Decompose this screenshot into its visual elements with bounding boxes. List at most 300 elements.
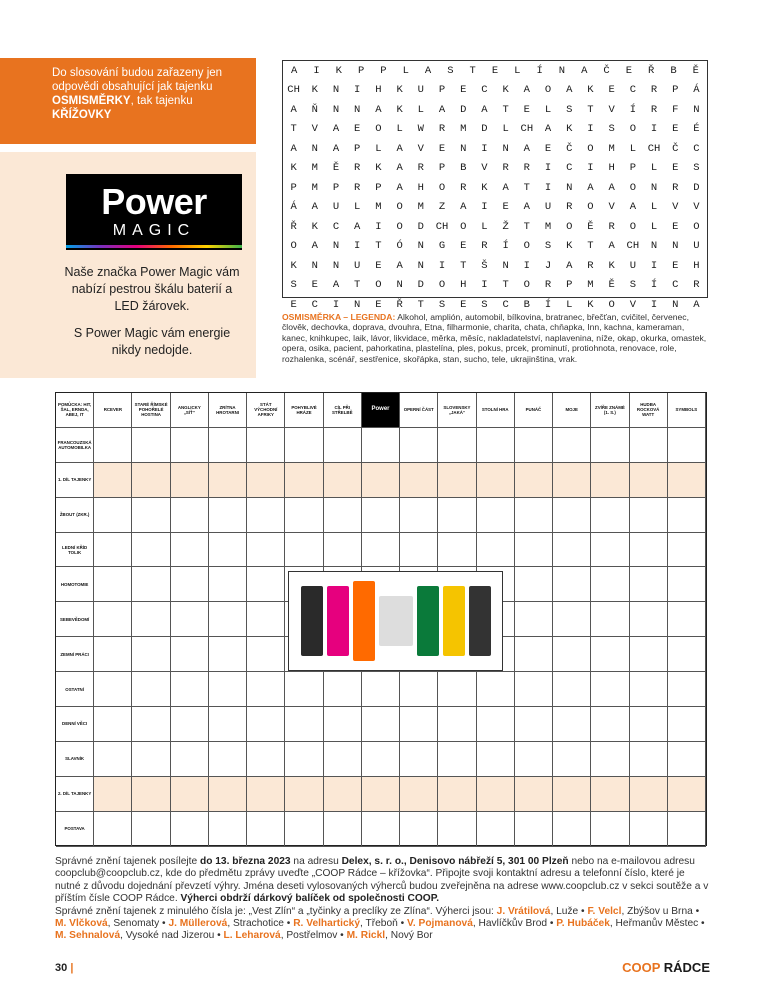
crossword-answer-cell[interactable] xyxy=(630,498,668,533)
wordsearch-letter: D xyxy=(417,279,424,292)
crossword-answer-cell[interactable] xyxy=(247,742,285,777)
crossword-answer-cell[interactable] xyxy=(630,742,668,777)
crossword-answer-cell[interactable] xyxy=(515,428,553,463)
wordsearch-letter: R xyxy=(544,279,552,292)
crossword-answer-cell[interactable] xyxy=(209,672,247,707)
crossword-clue-cell: ANGLICKY „SÍŤ“ xyxy=(171,393,209,428)
wordsearch-letter: A xyxy=(608,240,615,253)
wordsearch-letter: CH xyxy=(520,123,534,136)
wordsearch-letter: A xyxy=(332,279,340,292)
rules-p2-a: Správné znění tajenek z minulého čísla je: „Vest Zlín“ a „tyčinky a preclíky ze Zlína“. Výherci jsou: xyxy=(55,905,497,917)
wordsearch-letter: T xyxy=(375,240,382,253)
crossword-answer-cell[interactable] xyxy=(94,498,132,533)
crossword-answer-cell[interactable] xyxy=(668,707,706,742)
wordsearch-letter: E xyxy=(544,142,552,155)
crossword-answer-cell[interactable] xyxy=(438,742,476,777)
wordsearch-letter: B xyxy=(523,298,530,311)
crossword-answer-cell[interactable] xyxy=(132,602,170,637)
crossword-answer-cell[interactable] xyxy=(209,707,247,742)
crossword-answer-cell[interactable] xyxy=(285,428,323,463)
wordsearch-letter: A xyxy=(290,142,297,155)
wordsearch-letter: B xyxy=(460,162,467,175)
crossword-answer-cell[interactable] xyxy=(247,707,285,742)
crossword-clue-cell: POSTAVA xyxy=(56,812,94,847)
crossword-answer-cell[interactable] xyxy=(515,742,553,777)
wordsearch-letter: N xyxy=(566,181,573,194)
crossword-answer-cell[interactable] xyxy=(171,533,209,568)
crossword-answer-cell[interactable] xyxy=(132,812,170,847)
crossword-answer-cell[interactable] xyxy=(591,707,629,742)
crossword-answer-cell[interactable] xyxy=(438,463,476,498)
crossword-answer-cell[interactable] xyxy=(553,533,591,568)
wordsearch-letter: S xyxy=(693,162,700,175)
crossword-answer-cell[interactable] xyxy=(668,812,706,847)
crossword-answer-cell[interactable] xyxy=(209,602,247,637)
crossword-answer-cell[interactable] xyxy=(209,567,247,602)
crossword-answer-cell[interactable] xyxy=(362,533,400,568)
crossword-answer-cell[interactable] xyxy=(132,498,170,533)
wordsearch-letter: P xyxy=(629,162,636,175)
crossword-answer-cell[interactable] xyxy=(94,742,132,777)
crossword-answer-cell[interactable] xyxy=(668,498,706,533)
crossword-answer-cell[interactable] xyxy=(362,742,400,777)
crossword-answer-cell[interactable] xyxy=(171,428,209,463)
crossword-answer-cell[interactable] xyxy=(477,498,515,533)
crossword-answer-cell[interactable] xyxy=(362,707,400,742)
crossword-answer-cell[interactable] xyxy=(94,812,132,847)
crossword-answer-cell[interactable] xyxy=(209,637,247,672)
crossword-answer-cell[interactable] xyxy=(630,428,668,463)
crossword-answer-cell[interactable] xyxy=(438,672,476,707)
wordsearch-letter: S xyxy=(608,123,615,136)
crossword-answer-cell[interactable] xyxy=(171,637,209,672)
crossword-answer-cell[interactable] xyxy=(477,672,515,707)
crossword-answer-cell[interactable] xyxy=(362,428,400,463)
wordsearch-letter: A xyxy=(332,142,340,155)
crossword-answer-cell[interactable] xyxy=(668,637,706,672)
crossword-clue-cell: POHYBLIVÉ HRÁZE xyxy=(285,393,323,428)
wordsearch-letter: E xyxy=(460,84,467,97)
crossword-answer-cell[interactable] xyxy=(515,707,553,742)
crossword-answer-cell[interactable] xyxy=(477,742,515,777)
crossword-answer-cell[interactable] xyxy=(438,498,476,533)
crossword-answer-cell[interactable] xyxy=(553,707,591,742)
wordsearch-letter: L xyxy=(544,103,552,116)
crossword-answer-cell[interactable] xyxy=(668,533,706,568)
winner-place: , Heřmanův Městec • xyxy=(609,918,705,930)
crossword-answer-cell[interactable] xyxy=(400,533,438,568)
wordsearch-letter: G xyxy=(438,240,446,253)
crossword-answer-cell[interactable] xyxy=(591,602,629,637)
wordsearch-letter: C xyxy=(481,84,488,97)
crossword-clue-cell: SLAVNÍK xyxy=(56,742,94,777)
wordsearch-letter: E xyxy=(460,298,467,311)
crossword-answer-cell[interactable] xyxy=(285,672,323,707)
crossword-answer-cell[interactable] xyxy=(94,567,132,602)
crossword-answer-cell[interactable] xyxy=(171,742,209,777)
wordsearch-letter: O xyxy=(587,201,594,214)
wordsearch-letter: T xyxy=(469,64,476,77)
crossword-answer-cell[interactable] xyxy=(477,707,515,742)
wordsearch-letter: R xyxy=(354,181,361,194)
crossword-answer-cell[interactable] xyxy=(400,428,438,463)
wordsearch-letter: E xyxy=(523,103,530,116)
crossword-answer-cell[interactable] xyxy=(94,428,132,463)
crossword-answer-cell[interactable] xyxy=(668,463,706,498)
crossword-answer-cell[interactable] xyxy=(247,498,285,533)
crossword-answer-cell[interactable] xyxy=(591,567,629,602)
crossword-answer-cell[interactable] xyxy=(171,812,209,847)
winner-place: , Havlíčkův Brod • xyxy=(472,918,557,930)
crossword-clue-cell: SLOVENSKY „JAKÁ“ xyxy=(438,393,476,428)
wordsearch-letter: V xyxy=(629,298,636,311)
crossword-answer-cell[interactable] xyxy=(362,777,400,812)
crossword-answer-cell[interactable] xyxy=(553,567,591,602)
crossword-answer-cell[interactable] xyxy=(324,533,362,568)
crossword-answer-cell[interactable] xyxy=(132,672,170,707)
crossword-answer-cell[interactable] xyxy=(247,428,285,463)
crossword-answer-cell[interactable] xyxy=(400,498,438,533)
wordsearch-letter: Á xyxy=(693,84,700,97)
crossword-answer-cell[interactable] xyxy=(630,777,668,812)
crossword-answer-cell[interactable] xyxy=(324,498,362,533)
wordsearch-letter: N xyxy=(417,259,424,272)
crossword-answer-cell[interactable] xyxy=(400,777,438,812)
crossword-answer-cell[interactable] xyxy=(324,812,362,847)
crossword-answer-cell[interactable] xyxy=(209,812,247,847)
crossword-answer-cell[interactable] xyxy=(668,742,706,777)
wordsearch-letter: Ř xyxy=(648,64,655,77)
wordsearch-letter: H xyxy=(375,84,382,97)
crossword-answer-cell[interactable] xyxy=(668,672,706,707)
crossword-answer-cell[interactable] xyxy=(324,463,362,498)
crossword-answer-cell[interactable] xyxy=(591,533,629,568)
crossword-answer-cell[interactable] xyxy=(247,637,285,672)
wordsearch-letter: E xyxy=(290,298,297,311)
wordsearch-letter: N xyxy=(558,64,566,77)
wordsearch-letter: O xyxy=(460,220,467,233)
crossword-answer-cell[interactable] xyxy=(171,463,209,498)
wordsearch-letter: T xyxy=(460,259,467,272)
wordsearch-letter: M xyxy=(587,279,594,292)
crossword-answer-cell[interactable] xyxy=(553,637,591,672)
crossword-answer-cell[interactable] xyxy=(438,812,476,847)
crossword-answer-cell[interactable] xyxy=(247,463,285,498)
winner-place: , Nový Bor xyxy=(385,930,433,942)
crossword-answer-cell[interactable] xyxy=(247,533,285,568)
crossword-answer-cell[interactable] xyxy=(132,637,170,672)
crossword-answer-cell[interactable] xyxy=(362,812,400,847)
crossword-answer-cell[interactable] xyxy=(285,777,323,812)
crossword-answer-cell[interactable] xyxy=(171,777,209,812)
crossword-answer-cell[interactable] xyxy=(630,637,668,672)
crossword-answer-cell[interactable] xyxy=(477,812,515,847)
crossword-answer-cell[interactable] xyxy=(591,463,629,498)
rules-address: Delex, s. r. o., Denisovo nábřeží 5, 301 00 Plzeň xyxy=(341,856,569,867)
crossword-answer-cell[interactable] xyxy=(132,533,170,568)
crossword-answer-cell[interactable] xyxy=(630,463,668,498)
crossword-answer-cell[interactable] xyxy=(515,533,553,568)
crossword-answer-cell[interactable] xyxy=(591,498,629,533)
crossword-answer-cell[interactable] xyxy=(324,707,362,742)
crossword-clue-cell: CÍL PŘI STŘELBĚ xyxy=(324,393,362,428)
wordsearch-row xyxy=(283,120,707,140)
crossword-answer-cell[interactable] xyxy=(171,498,209,533)
crossword-answer-cell[interactable] xyxy=(171,567,209,602)
crossword-answer-cell[interactable] xyxy=(247,777,285,812)
wordsearch-letter: CH xyxy=(626,240,640,253)
rules-p1-a: Správné znění tajenek posílejte xyxy=(55,856,200,867)
crossword-answer-cell[interactable] xyxy=(591,428,629,463)
crossword-answer-cell[interactable] xyxy=(553,672,591,707)
crossword-answer-cell[interactable] xyxy=(132,567,170,602)
wordsearch-grid xyxy=(282,60,708,311)
wordsearch-letter: K xyxy=(335,64,342,77)
wordsearch-row xyxy=(283,237,707,257)
wordsearch-row xyxy=(283,100,707,120)
crossword-answer-cell[interactable] xyxy=(171,602,209,637)
crossword-answer-cell[interactable] xyxy=(630,602,668,637)
intro-bold-osmismerky: OSMISMĚRKY xyxy=(52,95,131,107)
wordsearch-letter: L xyxy=(481,220,488,233)
crossword-answer-cell[interactable] xyxy=(171,672,209,707)
crossword-answer-cell[interactable] xyxy=(209,533,247,568)
wordsearch-letter: I xyxy=(587,162,594,175)
wordsearch-letter: H xyxy=(460,279,467,292)
crossword-answer-cell[interactable] xyxy=(477,777,515,812)
crossword-answer-cell[interactable] xyxy=(477,428,515,463)
crossword-answer-cell[interactable] xyxy=(132,777,170,812)
crossword-answer-cell[interactable] xyxy=(132,742,170,777)
wordsearch-letter: Ě xyxy=(692,64,699,77)
battery-pack-image xyxy=(417,586,439,656)
wordsearch-letter: R xyxy=(354,162,361,175)
rules-deadline: do 13. března 2023 xyxy=(199,856,291,867)
crossword-answer-cell[interactable] xyxy=(94,707,132,742)
crossword-answer-cell[interactable] xyxy=(362,498,400,533)
logo-word-magic: MAGIC xyxy=(112,222,196,239)
crossword-answer-cell[interactable] xyxy=(209,742,247,777)
wordsearch-letter: V xyxy=(417,142,424,155)
wordsearch-letter: L xyxy=(396,123,403,136)
wordsearch-letter: E xyxy=(311,279,318,292)
crossword-answer-cell[interactable] xyxy=(247,567,285,602)
wordsearch-letter: I xyxy=(354,84,361,97)
wordsearch-letter: L xyxy=(375,142,382,155)
wordsearch-letter: N xyxy=(650,240,658,253)
power-magic-logo xyxy=(66,174,242,250)
crossword-answer-cell[interactable] xyxy=(171,707,209,742)
crossword-row xyxy=(56,672,706,707)
crossword-answer-cell[interactable] xyxy=(285,533,323,568)
wordsearch-letter: K xyxy=(396,103,403,116)
crossword-answer-cell[interactable] xyxy=(591,812,629,847)
crossword-answer-cell[interactable] xyxy=(553,742,591,777)
crossword-answer-cell[interactable] xyxy=(94,602,132,637)
crossword-row xyxy=(56,777,706,812)
crossword-answer-cell[interactable] xyxy=(400,463,438,498)
crossword-answer-cell[interactable] xyxy=(400,707,438,742)
crossword-answer-cell[interactable] xyxy=(94,672,132,707)
wordsearch-letter: P xyxy=(380,64,387,77)
wordsearch-letter: E xyxy=(354,123,361,136)
wordsearch-letter: P xyxy=(566,279,573,292)
crossword-answer-cell[interactable] xyxy=(553,498,591,533)
wordsearch-letter: H xyxy=(608,162,615,175)
crossword-answer-cell[interactable] xyxy=(132,428,170,463)
intro-bold-krizovky: KŘÍŽOVKY xyxy=(52,109,112,121)
wordsearch-letter: A xyxy=(311,201,318,214)
wordsearch-letter: N xyxy=(332,84,340,97)
crossword-answer-cell[interactable] xyxy=(553,463,591,498)
crossword-answer-cell[interactable] xyxy=(209,463,247,498)
crossword-answer-cell[interactable] xyxy=(515,567,553,602)
crossword-answer-cell[interactable] xyxy=(438,428,476,463)
wordsearch-letter: I xyxy=(438,259,446,272)
wordsearch-letter: I xyxy=(544,181,552,194)
wordsearch-letter: A xyxy=(291,64,298,77)
wordsearch-letter: I xyxy=(481,279,488,292)
crossword-answer-cell[interactable] xyxy=(515,637,553,672)
crossword-answer-cell[interactable] xyxy=(324,428,362,463)
wordsearch-letter: E xyxy=(608,84,615,97)
wordsearch-letter: A xyxy=(354,220,361,233)
wordsearch-letter: L xyxy=(566,298,573,311)
winner-name: P. Hubáček xyxy=(556,918,610,930)
wordsearch-letter: L xyxy=(650,162,658,175)
wordsearch-letter: E xyxy=(672,162,679,175)
crossword-answer-cell[interactable] xyxy=(591,742,629,777)
crossword-answer-cell[interactable] xyxy=(553,428,591,463)
wordsearch-letter: I xyxy=(650,123,658,136)
crossword-answer-cell[interactable] xyxy=(515,463,553,498)
rules-text xyxy=(55,856,711,943)
wordsearch-letter: P xyxy=(438,84,446,97)
winner-name: V. Pojmanová xyxy=(407,918,473,930)
wordsearch-letter: Á xyxy=(290,201,297,214)
crossword-answer-cell[interactable] xyxy=(94,777,132,812)
charger-image xyxy=(379,596,413,646)
crossword-answer-cell[interactable] xyxy=(400,742,438,777)
battery-pack-image xyxy=(327,586,349,656)
crossword-answer-cell[interactable] xyxy=(630,567,668,602)
crossword-answer-cell[interactable] xyxy=(132,463,170,498)
crossword-answer-cell[interactable] xyxy=(362,672,400,707)
wordsearch-letter: P xyxy=(357,64,365,77)
crossword-answer-cell[interactable] xyxy=(362,463,400,498)
crossword-answer-cell[interactable] xyxy=(591,777,629,812)
crossword-answer-cell[interactable] xyxy=(132,707,170,742)
wordsearch-letter: Í xyxy=(502,240,509,253)
crossword-answer-cell[interactable] xyxy=(668,777,706,812)
crossword-answer-cell[interactable] xyxy=(209,428,247,463)
crossword-answer-cell[interactable] xyxy=(515,812,553,847)
crossword-answer-cell[interactable] xyxy=(630,533,668,568)
crossword-answer-cell[interactable] xyxy=(630,672,668,707)
crossword-answer-cell[interactable] xyxy=(553,777,591,812)
crossword-answer-cell[interactable] xyxy=(94,637,132,672)
crossword-row xyxy=(56,742,706,777)
crossword-answer-cell[interactable] xyxy=(515,672,553,707)
crossword-clue-cell: OPERNÍ ČÁST xyxy=(400,393,438,428)
crossword-answer-cell[interactable] xyxy=(668,428,706,463)
crossword-answer-cell[interactable] xyxy=(400,812,438,847)
wordsearch-letter: T xyxy=(502,103,509,116)
wordsearch-letter: R xyxy=(566,201,573,214)
wordsearch-letter: O xyxy=(396,201,403,214)
wordsearch-letter: Í xyxy=(629,103,636,116)
crossword-row xyxy=(56,428,706,463)
crossword-answer-cell[interactable] xyxy=(209,498,247,533)
crossword-answer-cell[interactable] xyxy=(285,812,323,847)
wordsearch-letter: T xyxy=(354,279,361,292)
crossword-answer-cell[interactable] xyxy=(668,567,706,602)
wordsearch-letter: V xyxy=(311,123,318,136)
crossword-answer-cell[interactable] xyxy=(668,602,706,637)
winner-place: , Třeboň • xyxy=(360,918,407,930)
crossword-answer-cell[interactable] xyxy=(515,498,553,533)
battery-pack-image xyxy=(353,581,375,661)
crossword-answer-cell[interactable] xyxy=(438,707,476,742)
legend-words: Alkohol, amplión, automobil, bílkovina, bratranec, břečťan, cvičitel, červenec, člověk, dechovka, doprava, dvouhra, Etna, filharmonie, charita, chata, chňapka, Inn, kachna, kameraman, kanec, knihkupec, laik, lávor, likvidace, měrka, měsíc, nakladatelství, naplavenina, níže, okap, okurka, omastek, opera, osika, pacient, pahorkatina, plastelína, ples, pokus, prcek, prominutí, protiohnota, renovace, role, rozhalenka, scénář, sestřenice, skořápka, stan, sucho, tele, ukrajinština, vrak. xyxy=(282,312,707,364)
wordsearch-letter: I xyxy=(481,142,488,155)
crossword-answer-cell[interactable] xyxy=(591,637,629,672)
crossword-answer-cell[interactable] xyxy=(630,707,668,742)
wordsearch-letter: V xyxy=(693,201,700,214)
crossword-answer-cell[interactable] xyxy=(324,777,362,812)
crossword-answer-cell[interactable] xyxy=(477,533,515,568)
wordsearch-letter: O xyxy=(629,220,636,233)
crossword-answer-cell[interactable] xyxy=(553,812,591,847)
crossword-answer-cell[interactable] xyxy=(94,463,132,498)
wordsearch-letter: T xyxy=(587,103,594,116)
crossword-answer-cell[interactable] xyxy=(285,498,323,533)
wordsearch-letter: N xyxy=(417,240,424,253)
crossword-answer-cell[interactable] xyxy=(477,463,515,498)
crossword-answer-cell[interactable] xyxy=(285,707,323,742)
wordsearch-letter: A xyxy=(502,181,509,194)
crossword-answer-cell[interactable] xyxy=(247,672,285,707)
crossword-answer-cell[interactable] xyxy=(324,742,362,777)
crossword-answer-cell[interactable] xyxy=(515,602,553,637)
crossword-clue-cell: HOMOTOMIE xyxy=(56,567,94,602)
winner-name: M. Vlčková xyxy=(55,918,108,930)
crossword-answer-cell[interactable] xyxy=(438,777,476,812)
crossword-answer-cell[interactable] xyxy=(591,672,629,707)
crossword-row xyxy=(56,498,706,533)
crossword-answer-cell[interactable] xyxy=(94,533,132,568)
wordsearch-letter: L xyxy=(502,123,509,136)
crossword-answer-cell[interactable] xyxy=(438,533,476,568)
wordsearch-letter: A xyxy=(523,201,530,214)
crossword-answer-cell[interactable] xyxy=(553,602,591,637)
crossword-answer-cell[interactable] xyxy=(324,672,362,707)
wordsearch-letter: K xyxy=(587,298,594,311)
crossword-answer-cell[interactable] xyxy=(285,463,323,498)
wordsearch-letter: U xyxy=(693,240,700,253)
wordsearch-letter: I xyxy=(587,123,594,136)
crossword-answer-cell[interactable] xyxy=(630,812,668,847)
wordsearch-letter: J xyxy=(544,259,552,272)
winner-place: , Vysoké nad Jizerou • xyxy=(120,930,224,942)
crossword-answer-cell[interactable] xyxy=(400,672,438,707)
crossword-answer-cell[interactable] xyxy=(209,777,247,812)
wordsearch-letter: K xyxy=(311,84,318,97)
crossword-answer-cell[interactable] xyxy=(247,812,285,847)
crossword-answer-cell[interactable] xyxy=(285,742,323,777)
crossword-answer-cell[interactable] xyxy=(247,602,285,637)
crossword-answer-cell[interactable] xyxy=(515,777,553,812)
